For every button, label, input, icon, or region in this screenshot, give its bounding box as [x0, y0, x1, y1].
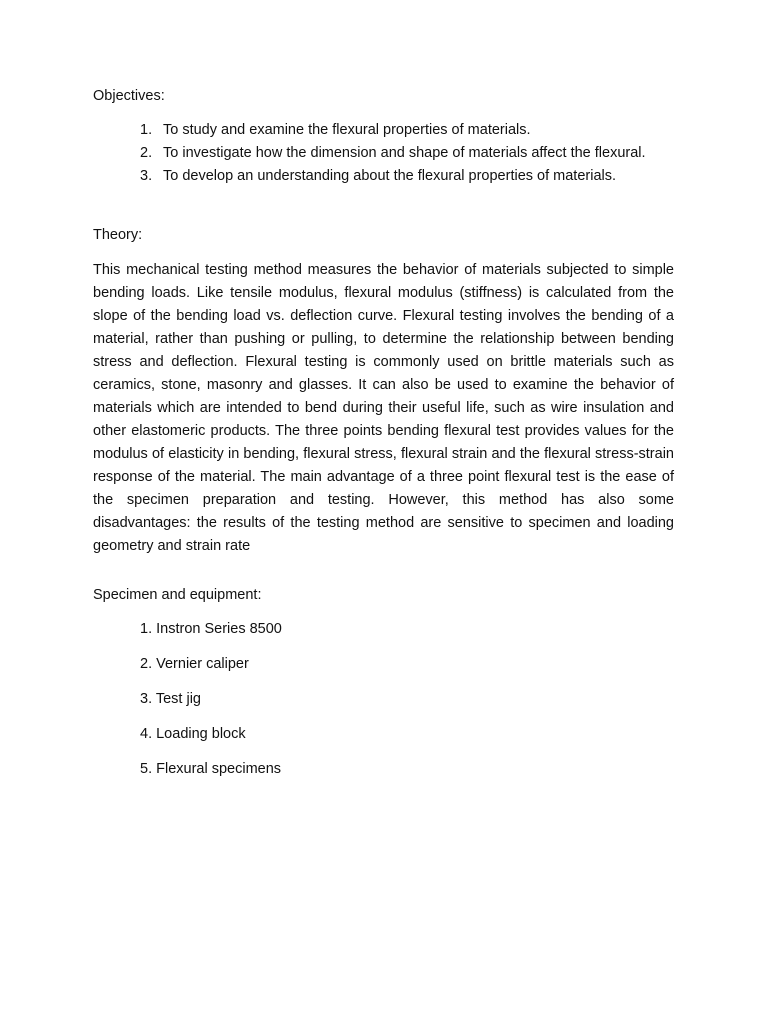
list-item-text: To develop an understanding about the flexural properties of materials.: [163, 168, 617, 184]
list-item: 4. Loading block: [140, 726, 246, 742]
list-item-number: 2.: [140, 145, 153, 161]
list-item: 1. Instron Series 8500: [140, 621, 282, 637]
list-item: 5. Flexural specimens: [140, 761, 282, 777]
list-item: [140, 121, 646, 144]
list-item: [140, 144, 646, 167]
equipment-list: [140, 620, 282, 795]
list-item: 2. Vernier caliper: [140, 656, 249, 672]
theory-heading: Theory:: [93, 227, 143, 243]
list-item-text: To study and examine the flexural properties of materials.: [163, 122, 531, 138]
list-item-number: 3.: [140, 168, 153, 184]
objectives-heading: Objectives:: [93, 88, 165, 104]
list-item: 3. Test jig: [140, 691, 201, 707]
objectives-list: [140, 121, 646, 190]
list-item-number: 1.: [140, 122, 153, 138]
list-item: [140, 167, 646, 190]
theory-paragraph: This mechanical testing method measures the behavior of materials subjected to simple bending loads. Like tensile modulus, flexural modulus (stiffness) is calculated from the slope of the bending load vs. deflection curve. Flexural testing involves the bending of a material, rather than pushing or pulling, to determine the relationship between bending stress and deflection. Flexural testing is commonly used on brittle materials such as ceramics, stone, masonry and glasses. It can also be used to examine the behavior of materials which are intended to bend during their useful life, such as wire insulation and other elastomeric products. The three points bending flexural test provides values for the modulus of elasticity in bending, flexural stress, flexural strain and the flexural stress-strain response of the material. The main advantage of a three point flexural test is the ease of the specimen preparation and testing. However, this method has also some disadvantages: the results of the testing method are sensitive to specimen and loading geometry and strain rate: [93, 262, 674, 554]
list-item-text: To investigate how the dimension and shape of materials affect the flexural.: [163, 145, 646, 161]
specimen-heading: Specimen and equipment:: [93, 587, 262, 603]
